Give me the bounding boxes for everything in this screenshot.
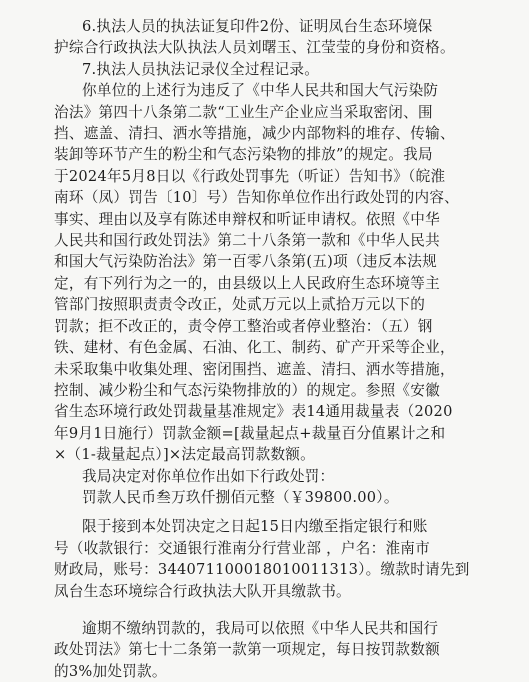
text-line: 罚款人民币叁万玖仟捌佰元整（￥39800.00）。 xyxy=(82,488,399,506)
text-line: 于2024年5月8日以《行政处罚事先（听证）告知书》（皖淮 xyxy=(54,167,446,185)
text-line: 我局决定对你单位作出如下行政处罚： xyxy=(82,467,335,485)
text-line: 管部门按照职责责令改正，处贰万元以上贰拾万元以下的 xyxy=(54,296,426,314)
paragraph xyxy=(54,618,491,682)
text-line: 逾期不缴纳罚款的，我局可以依照《中华人民共和国行 xyxy=(82,619,439,637)
text-line: 挡、遮盖、清扫、洒水等措施，减少内部物料的堆存、传输、 xyxy=(54,125,455,143)
paragraph xyxy=(54,16,491,59)
text-line: 限于接到本处罚决定之日起15日内缴至指定银行和账 xyxy=(82,518,428,536)
text-line: 治法》第四十八条第二款“工业生产企业应当采取密闭、围 xyxy=(54,103,433,121)
text-line: 省生态环境行政处罚裁量基准规定》表14通用裁量表（2020 xyxy=(54,403,453,421)
text-line: 定，有下列行为之一的，由县级以上人民政府生态环境等主 xyxy=(54,274,440,292)
text-line: 未采取集中收集处理、密闭围挡、遮盖、清扫、洒水等措施， xyxy=(54,360,455,378)
paragraph xyxy=(54,59,491,80)
text-line: 7.执法人员执法记录仪全过程记录。 xyxy=(82,60,320,78)
paragraph xyxy=(54,487,491,508)
text-line: 铁、建材、有色金属、石油、化工、制药、矿产开采等企业， xyxy=(54,339,455,357)
text-line: 事实、理由以及享有陈述申辩权和听证申请权。依照《中华 xyxy=(54,210,440,228)
text-line: 号（收款银行：交通银行淮南分行营业部 ，户名：淮南市 xyxy=(54,539,430,557)
text-line: 年9月1日施行）罚款金额=[裁量起点+裁量百分值累计之和 xyxy=(54,424,446,442)
text-line: 6.执法人员的执法证复印件2份、证明凤台生态环境保 xyxy=(82,18,433,35)
text-line: 和国大气污染防治法》第一百零八条第(五)项（违反本法规 xyxy=(54,253,437,271)
text-line: ×（1-裁量起点）]×法定最高罚款数额。 xyxy=(54,446,315,464)
text-line: 财政局，账号：344071100018010011313）。缴款时请先到 xyxy=(54,561,470,579)
text-line: 控制、减少粉尘和气态污染物排放的）的规定。参照《安徽 xyxy=(54,381,440,399)
paragraph xyxy=(54,466,491,487)
text-line: 你单位的上述行为违反了《中华人民共和国大气污染防 xyxy=(82,82,439,100)
text-line: 政处罚法》第七十二条第一款第一项规定，每日按罚款数额 xyxy=(54,641,440,659)
text-line: 装卸等环节产生的粉尘和气态污染物的排放”的规定。我局 xyxy=(54,146,433,164)
text-line: 罚款；拒不改正的，责令停工整治或者停业整治：（五）钢 xyxy=(54,317,433,335)
text-line: 凤台生态环境综合行政执法大队开具缴款书。 xyxy=(54,582,351,600)
text-line: 南环（凤）罚告〔10〕号）告知你单位作出行政处罚的内容、 xyxy=(54,189,460,207)
paragraph xyxy=(54,80,491,465)
text-line: 的3%加处罚款。 xyxy=(54,662,167,680)
text-line: 人民共和国行政处罚法》第二十八条第一款和《中华人民共 xyxy=(54,232,440,250)
text-line: 护综合行政执法大队执法人员刘曙玉、江莹莹的身份和资格。 xyxy=(54,39,455,57)
paragraph xyxy=(54,516,491,602)
